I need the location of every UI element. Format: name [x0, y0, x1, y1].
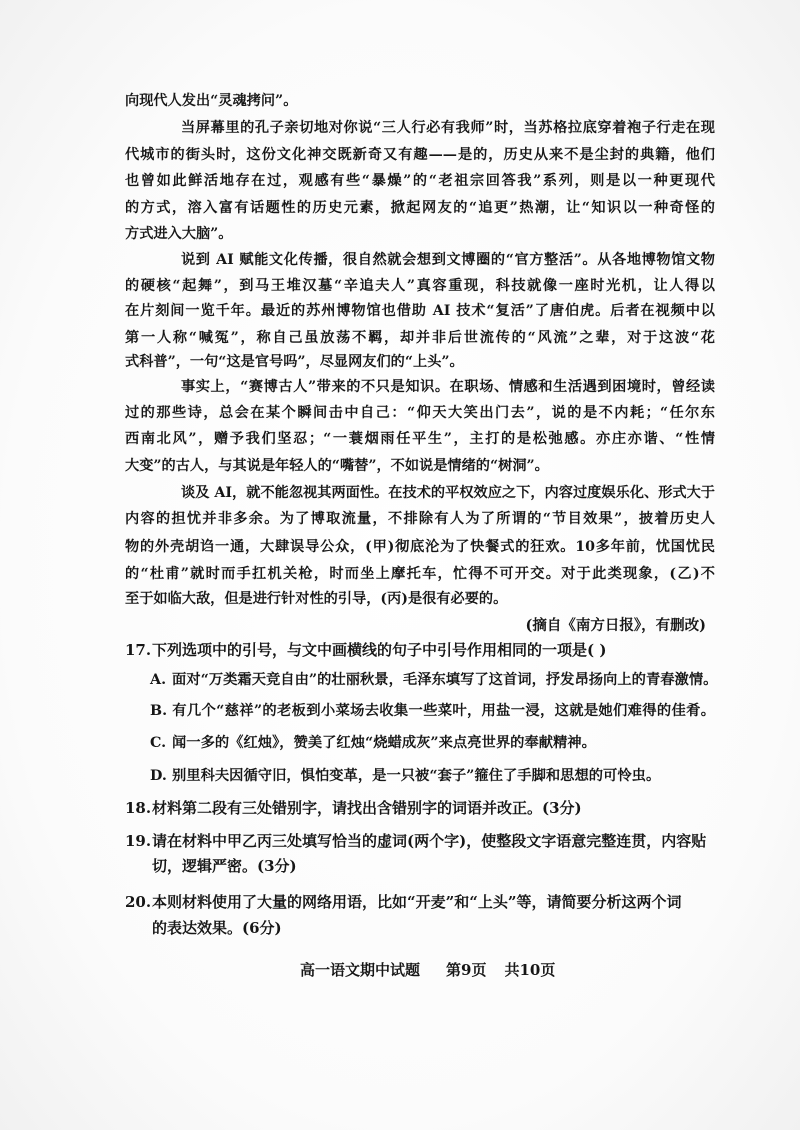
page-total: 共10页: [504, 961, 556, 979]
question-number: 20.: [125, 893, 152, 911]
page-footer: [300, 960, 555, 980]
option-text: 闻一多的《红烛》，赞美了红烛“烧蜡成灰”来点亮世界的奉献精神。: [172, 735, 596, 751]
passage-line: 过的那些诗，总会在某个瞬间击中自己：“仰天大笑出门去”，说的是不内耗；“任尔东: [125, 405, 715, 421]
option-label: C.: [150, 735, 167, 751]
passage-line: 方式进入大脑”。: [125, 226, 233, 242]
passage-line: 式科普”，一句“这是官号吗”，尽显网友们的“上头”。: [125, 354, 464, 370]
option-a: [150, 670, 718, 690]
question-text: 请在材料中甲乙丙三处填写恰当的虚词(两个字)，使整段文字语意完整连贯，内容贴: [152, 832, 707, 850]
passage-line: 的硬核“起舞”，到马王堆汉墓“辛追夫人”真容重现，科技就像一座时光机，让人得以: [125, 278, 715, 294]
passage-line: 事实上，“赛博古人”带来的不只是知识。在职场、情感和生活遇到困境时，曾经读: [181, 379, 715, 395]
option-label: D.: [150, 768, 167, 784]
passage-line: 说到 AI 赋能文化传播，很自然就会想到文博圈的“官方整活”。从各地博物馆文物: [181, 252, 715, 268]
passage-line: 的“杜甫”就时而手扛机关枪，时而坐上摩托车，忙得不可开交。对于此类现象，(乙)不: [125, 566, 715, 582]
question-stem: [125, 640, 606, 660]
option-d: [150, 766, 660, 786]
passage-line: 至于如临大敌，但是进行针对性的引导，(丙)是很有必要的。: [125, 591, 508, 607]
passage-line: 物的外壳胡诌一通，大肆误导公众，(甲)彻底沦为了快餐式的狂欢。10多年前，忧国忧民: [125, 539, 715, 555]
passage-line: 的方式，溶入富有话题性的历史元素，掀起网友的“追更”热潮，让“知识以一种奇怪的: [125, 200, 715, 216]
page-number: 第9页: [446, 961, 487, 979]
passage-line: 在片刻间一览千年。最近的苏州博物馆也借助 AI 技术“复活”了唐伯虎。后者在视频中以: [125, 303, 715, 319]
option-label: A.: [150, 672, 167, 688]
question-number: 19.: [125, 832, 152, 850]
passage-line: 谈及 AI，就不能忽视其两面性。在技术的平权效应之下，内容过度娱乐化、形式大于: [181, 485, 715, 501]
option-c: [150, 733, 596, 753]
option-text: 别里科夫因循守旧，惧怕变革，是一只被“套子”箍住了手脚和思想的可怜虫。: [172, 768, 661, 784]
question-number: 17.: [125, 641, 152, 659]
question-number: 18.: [125, 799, 152, 817]
passage-line: 当屏幕里的孔子亲切地对你说“三人行必有我师”时，当苏格拉底穿着袍子行走在现: [181, 120, 715, 136]
passage-line: 向现代人发出“灵魂拷问”。: [125, 93, 298, 109]
option-b: [150, 701, 715, 721]
passage-line: 代城市的街头时，这份文化神交既新奇又有趣——是的，历史从来不是尘封的典籍，他们: [125, 147, 715, 163]
source-citation: (摘自《南方日报》，有删改): [525, 617, 706, 634]
passage-line: 第一人称“喊冤”，称自己虽放荡不羁，却并非后世流传的“风流”之辈，对于这波“花: [125, 330, 715, 346]
passage-line: 内容的担忧并非多余。为了博取流量，不排除有人为了所谓的“节目效果”，披着历史人: [125, 511, 715, 527]
question-text-continued: 的表达效果。(6分): [152, 919, 282, 937]
question-stem: [125, 798, 582, 818]
exam-subject: 高一语文期中试题: [300, 961, 421, 979]
question-text: 材料第二段有三处错别字，请找出含错别字的词语并改正。(3分): [152, 799, 582, 817]
passage-line: 大变”的古人，与其说是年轻人的“嘴替”，不如说是情绪的“树洞”。: [125, 458, 549, 474]
option-text: 面对“万类霜天竞自由”的壮丽秋景，毛泽东填写了这首词，抒发昂扬向上的青春激情。: [172, 672, 718, 688]
question-stem: [125, 831, 706, 851]
question-text-continued: 切，逻辑严密。(3分): [152, 857, 297, 875]
question-text: 下列选项中的引号，与文中画横线的句子中引号作用相同的一项是( ): [152, 641, 607, 659]
option-label: B.: [150, 703, 168, 719]
question-text: 本则材料使用了大量的网络用语，比如“开麦”和“上头”等，请简要分析这两个词: [152, 893, 682, 911]
passage-line: 也曾如此鲜活地存在过，观感有些“暴燥”的“老祖宗回答我”系列，则是以一种更现代: [125, 173, 715, 189]
question-stem: [125, 892, 682, 912]
passage-line: 西南北风”，赠予我们坚忍；“一蓑烟雨任平生”，主打的是松弛感。亦庄亦谐、“性情: [125, 431, 715, 447]
option-text: 有几个“慈祥”的老板到小菜场去收集一些菜叶，用盐一浸，这就是她们难得的佳肴。: [172, 703, 715, 719]
